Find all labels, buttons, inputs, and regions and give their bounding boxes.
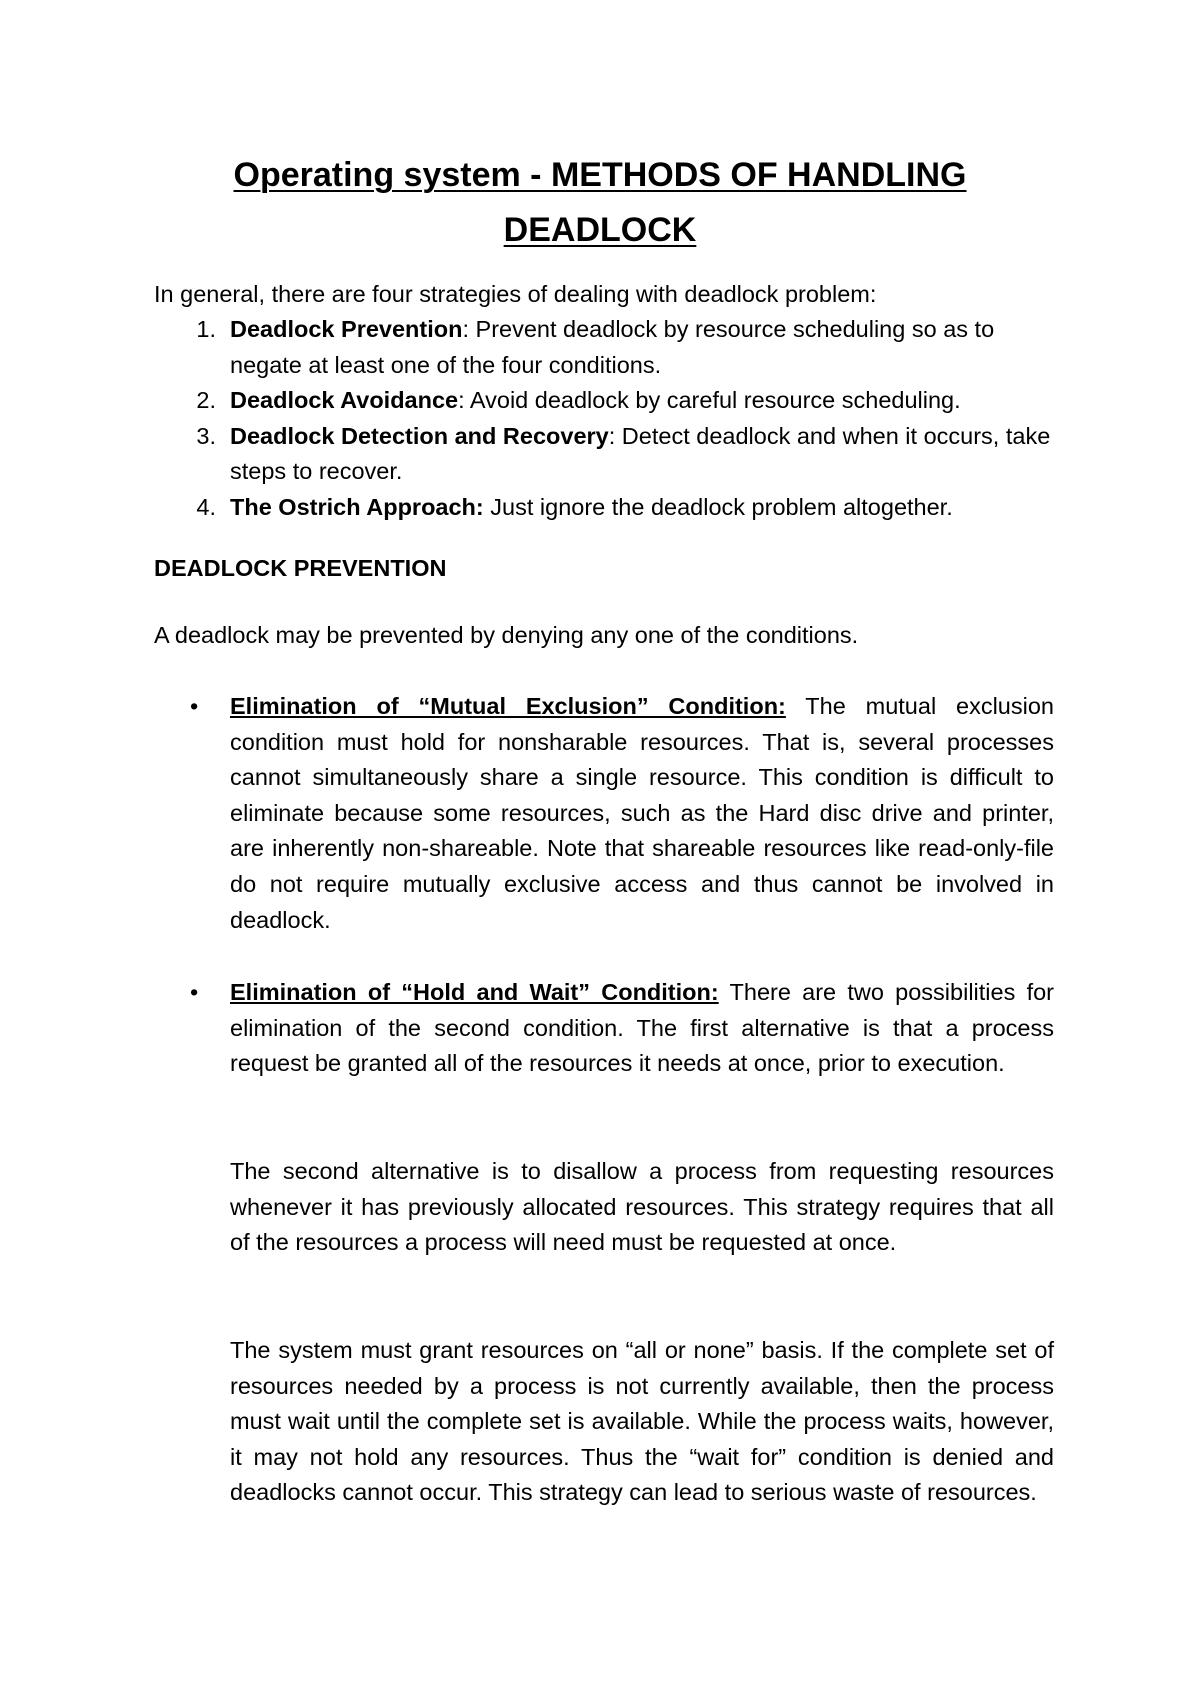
list-number: 3. xyxy=(196,422,216,449)
strategy-separator: : xyxy=(462,316,469,342)
bullet-mutual-exclusion xyxy=(154,689,1054,938)
strategy-description: Detect deadlock and when it occurs, take steps to recover. xyxy=(230,422,1051,485)
strategy-name: Deadlock Avoidance xyxy=(230,387,459,414)
list-item xyxy=(154,490,1054,526)
sub-paragraph: The system must grant resources on “all or none” basis. If the complete set of resources needed by a process is not currently available, then the process must wait until the complete set is available. While the process waits, however, it may not hold any resources. Thus the “wait for” condition is denied and deadlocks cannot occur. This strategy can lead to serious waste of resources. xyxy=(230,1337,1054,1506)
strategy-name: The Ostrich Approach: xyxy=(230,493,484,520)
list-item xyxy=(154,419,1054,490)
bullet-text: The mutual exclusion condition must hold for nonsharable resources. That is, several processes cannot simultaneously share a single resource. This condition is difficult to eliminate because some resources, such as the Hard disc drive and printer, are inherently non-shareable. Note that shareable resources like read-only-file do not require mutually exclusive access and thus cannot be involved in deadlock. xyxy=(230,693,1054,933)
list-number: 4. xyxy=(196,493,216,520)
list-item xyxy=(154,312,1054,383)
bullet-text: There are two possibilities for elimination of the second condition. The first alternative is that a process request be granted all of the resources it needs at once, prior to execution. xyxy=(230,979,1054,1077)
list-number: 1. xyxy=(196,316,216,342)
strategy-list xyxy=(154,312,1054,526)
sub-paragraph: The second alternative is to disallow a process from requesting resources whenever it has previously allocated resources. This strategy requires that all of the resources a process will need must be requested at once. xyxy=(230,1158,1054,1256)
bullet-icon: • xyxy=(190,979,199,1005)
page-title: Operating system - METHODS OF HANDLING DEADLOCK xyxy=(233,156,967,249)
strategy-name: Deadlock Detection and Recovery xyxy=(230,422,609,449)
strategy-name: Deadlock Prevention xyxy=(230,316,463,342)
strategy-separator: : xyxy=(458,387,465,414)
strategy-description: Prevent deadlock by resource scheduling so as to negate at least one of the four conditions. xyxy=(230,316,995,378)
bullet-title: Elimination of “Mutual Exclusion” Condition: xyxy=(230,693,786,719)
list-item xyxy=(154,383,1054,419)
section-heading: DEADLOCK PREVENTION xyxy=(154,555,447,581)
strategy-description: Avoid deadlock by careful resource scheduling. xyxy=(464,387,961,414)
strategy-description: Just ignore the deadlock problem altogether. xyxy=(483,493,953,520)
list-number: 2. xyxy=(196,387,216,414)
bullet-icon: • xyxy=(190,693,199,719)
strategy-separator: : xyxy=(608,422,616,449)
section-intro: A deadlock may be prevented by denying any one of the conditions. xyxy=(154,622,859,648)
intro-text: In general, there are four strategies of dealing with deadlock problem: xyxy=(154,281,877,307)
bullet-hold-and-wait xyxy=(154,975,1054,1082)
bullet-title: Elimination of “Hold and Wait” Condition: xyxy=(230,979,719,1005)
